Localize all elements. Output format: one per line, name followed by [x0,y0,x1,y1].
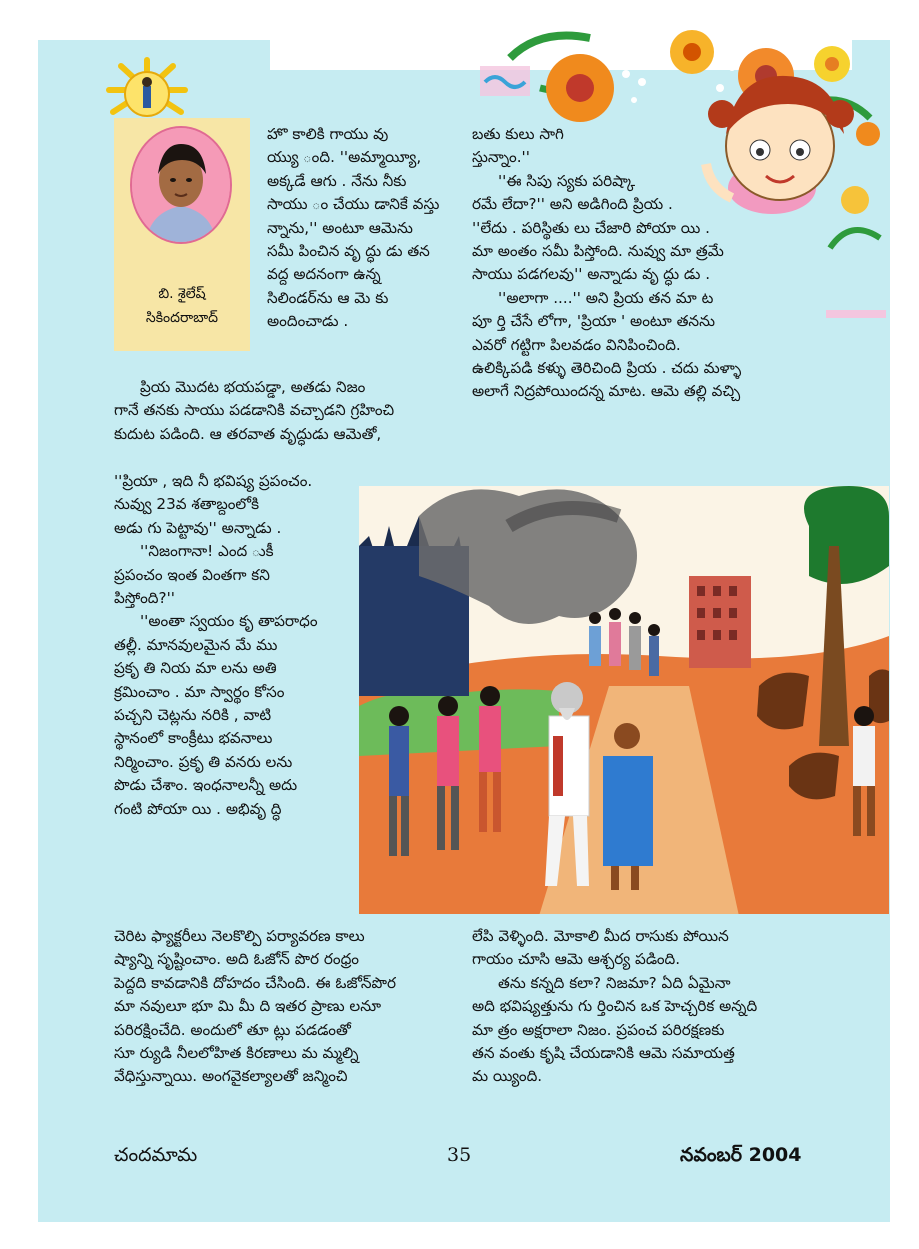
text-line: రమే లేదా?'' అని అడిగింది ప్రియ . [472,195,673,214]
text-line: పూ ర్తి చేసే లోగా, 'ప్రియా ' అంటూ తనను [472,312,715,331]
pollution-painting [359,486,889,914]
text-line: పరిరక్షించేది. అందులో తూ ట్లు పడడంతో [114,1020,351,1039]
text-line: సూ ర్యుడి నీలలోహిత కిరణాలు మ మ్మల్ని [114,1044,359,1063]
footer-issue-date: నవంబర్ 2004 [680,1144,802,1166]
text-line: గంటి పోయా యి . అభివృ ద్ధి [114,799,282,818]
text-line: ''ప్రియా , ఇది నీ భవిష్య ప్రపంచం. [114,472,313,490]
footer-magazine-name: చందమామ [114,1144,198,1166]
text-line: ప్రియ మొదట భయపడ్డా, అతడు నిజం [140,378,366,396]
author-name: బి. శైలేష్ [158,286,206,302]
text-line: ఎవరో గట్టిగా పిలవడం వినిపించింది. [472,335,681,354]
text-line: అందించాడు . [267,312,349,331]
text-line: పెద్దది కావడానికి దోహదం చేసింది. ఈ ఓజోన్‌పొర [114,973,396,992]
text-line: ''అలాగా ....'' అని ప్రియ తన మా ట [498,288,714,307]
text-line: వద్ద అదనంగా ఉన్న [267,265,381,284]
text-line: ప్రపంచం ఇంత వింతగా కని [114,565,270,584]
text-line: ''లేదు . పరిస్థితు లు చేజారి పోయా యి . [472,218,710,237]
text-line: తను కన్నది కలా? నిజమా? ఏది ఏమైనా [498,973,731,992]
text-line: పిస్తోంది?'' [114,589,175,608]
text-line: నువ్వు 23వ శతాబ్దంలోకి [114,495,260,514]
text-line: బతు కులు సాగి [472,125,564,143]
text-line: నిర్మించాం. ప్రకృ తి వనరు లను [114,752,293,771]
text-line: అలాగే నిద్రపోయిందన్న మాట. ఆమె తల్లి వచ్చి [472,382,741,401]
text-line: పొడు చేశాం. ఇంధనాలన్నీ అదు [114,776,298,795]
text-line: తన వంతు కృషి చేయడానికి ఆమె సమాయత్త [472,1044,735,1063]
text-line: మా నవులూ భూ మి మీ ది ఇతర ప్రాణు లనూ [114,997,382,1016]
column-mid-left [114,470,354,821]
text-line: ''ఈ సిపు స్యకు పరిష్కా [498,171,636,190]
text-line: సమీ పించిన వృ ద్ధు డు తన [267,242,430,261]
column-top-right [472,123,812,404]
text-line: ''నిజంగానా! ఎంద ుకీ [140,542,274,561]
text-line: హొ కాలికి గాయు వు [267,125,389,143]
text-line: ''అంతా స్వయం కృ తాపరాధం [140,612,318,631]
text-line: మా త్రం అక్షరాలా నిజం. ప్రపంచ పరిరక్షణకు [472,1020,725,1039]
text-line: అక్కడే ఆగు . నేను నీకు [267,171,407,190]
text-line: కుదుట పడింది. ఆ తరవాత వృద్ధుడు ఆమెతో, [114,424,382,443]
text-line: ష్యాన్ని సృష్టించాం. అది ఓజోన్ పొర రంధ్రం [114,950,360,969]
column-top-left [267,123,463,334]
text-line: వేధిస్తున్నాయి. అంగవైకల్యాలతో జన్మించి [114,1067,348,1086]
sun-icon [103,56,191,124]
author-photo-frame [114,118,250,351]
text-line: గాయం చూసి ఆమె ఆశ్చర్య పడింది. [472,950,681,969]
column-wide-paragraph [114,376,464,446]
text-line: క్రమించాం . మా స్వార్థం కోసం [114,682,285,701]
author-city: సికిందరాబాద్ [145,310,219,326]
page-number: 35 [447,1144,472,1166]
text-line: పచ్చని చెట్లను నరికి , వాటి [114,706,272,725]
text-line: గానే తనకు సాయు పడడానికి వచ్చాడని గ్రహించి [114,401,395,420]
text-line: అడు గు పెట్టావు'' అన్నాడు . [114,518,282,537]
text-line: న్నాను,'' అంటూ ఆమెను [267,218,413,237]
text-line: అది భవిష్యత్తును గు ర్తించిన ఒక హెచ్చరిక అన్నది [472,997,758,1016]
text-line: ఉలిక్కిపడి కళ్ళు తెరిచింది ప్రియ . చదు మళ్ళా [472,359,742,378]
text-line: తల్లీ. మానవులమైన మే ము [114,635,278,654]
column-bottom-right [472,925,812,1089]
text-line: ప్రకృ తి నియ మా లను అతి [114,659,277,678]
text-line: మా అంతం సమీ పిస్తోంది. నువ్వు మా త్రమే [472,242,724,261]
text-line: సాయు ం చేయు డానికే వస్తు [267,195,440,214]
text-line: సిలిండర్‌ను ఆ మె కు [267,288,389,307]
text-line: లేపి వెళ్ళింది. మోకాలి మీద రాసుకు పోయిన [472,927,729,945]
text-line: స్తున్నాం.'' [472,148,530,167]
column-bottom-left [114,925,464,1089]
text-line: స్థానంలో కాంక్రీటు భవనాలు [114,729,273,748]
text-line: చెరిట ఫ్యాక్టరీలు నెలకొల్పి పర్యావరణ కాలు [114,927,365,945]
author-photo [130,126,232,244]
text-line: సాయు పడగలవు'' అన్నాడు వృ ద్ధు డు . [472,265,711,284]
text-line: య్యు ంది. ''అమ్మాయ్యీ, [267,148,422,167]
text-line: మ య్యింది. [472,1067,543,1086]
